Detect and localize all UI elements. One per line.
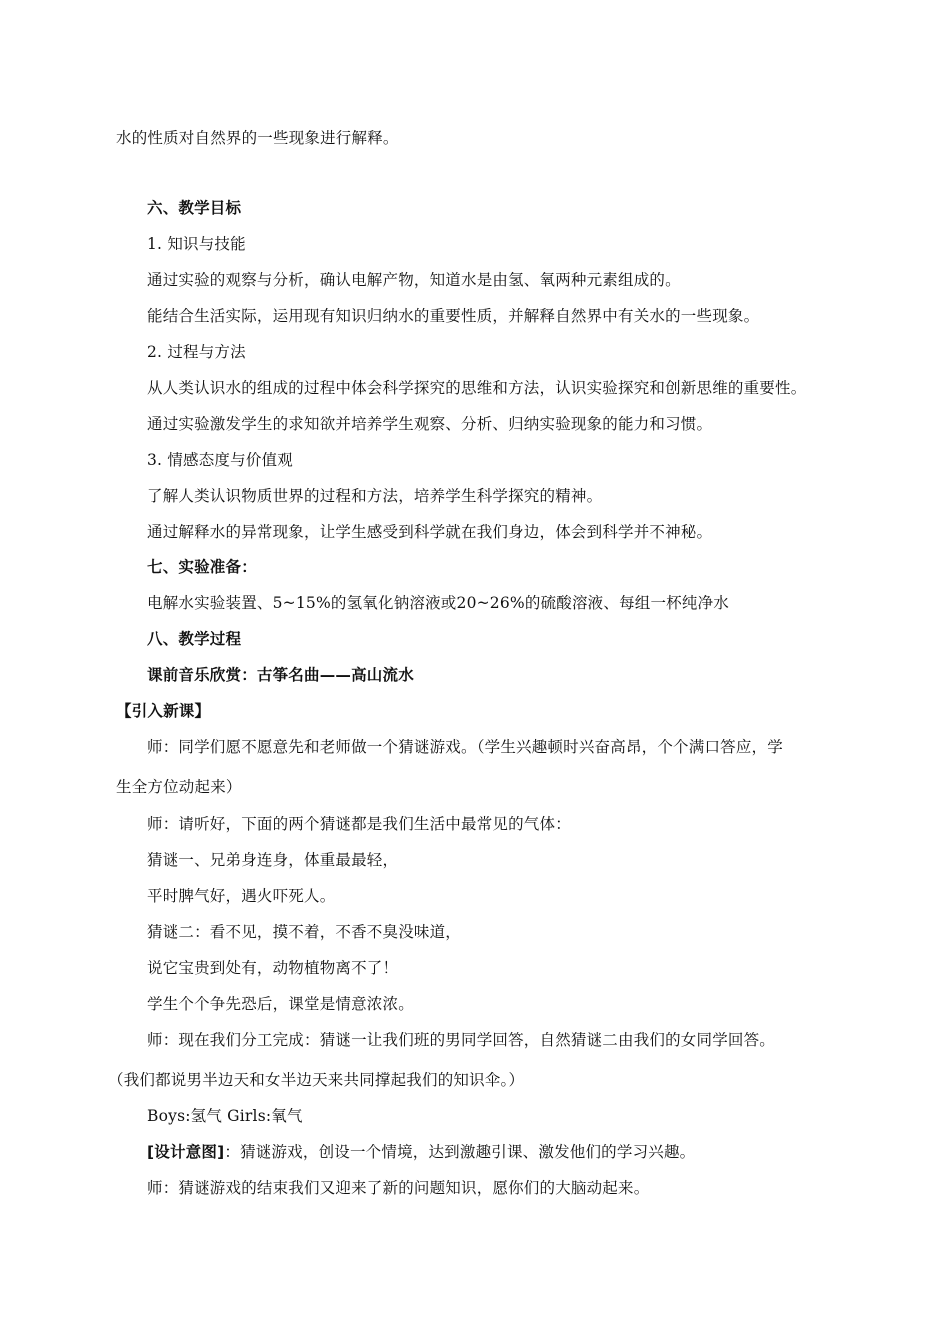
subheading-knowledge-skills: 1. 知识与技能 [147, 235, 246, 253]
intro-lesson-label: 【引入新课】 [116, 702, 211, 720]
music-appreciation: 课前音乐欣赏：古筝名曲——高山流水 [147, 666, 414, 684]
paragraph-preparation: 电解水实验装置、5~15%的氢氧化钠溶液或20~26%的硫酸溶液、每组一杯纯净水 [147, 594, 729, 612]
students-reaction: 学生个个争先恐后，课堂是情意浓浓。 [147, 995, 414, 1013]
paragraph-knowledge-1: 通过实验的观察与分析，确认电解产物，知道水是由氢、氧两种元素组成的。 [147, 271, 681, 289]
teacher-line-1b: 生全方位动起来） [116, 778, 242, 796]
paragraph-attitudes-2: 通过解释水的异常现象，让学生感受到科学就在我们身边，体会到科学并不神秘。 [147, 523, 713, 541]
teacher-line-3b: （我们都说男半边天和女半边天来共同撑起我们的知识伞。） [108, 1071, 525, 1089]
riddle-answers: Boys:氢气 Girls:氧气 [147, 1107, 303, 1125]
paragraph-process-2: 通过实验激发学生的求知欲并培养学生观察、分析、归纳实验现象的能力和习惯。 [147, 415, 713, 433]
paragraph-attitudes-1: 了解人类认识物质世界的过程和方法，培养学生科学探究的精神。 [147, 487, 603, 505]
section-heading-process: 八、教学过程 [147, 630, 242, 648]
riddle-1-line-2: 平时脾气好，遇火吓死人。 [147, 887, 336, 905]
riddle-2-line-1: 猜谜二：看不见，摸不着，不香不臭没味道， [147, 923, 462, 941]
teacher-line-3a: 师：现在我们分工完成：猜谜一让我们班的男同学回答，自然猜谜二由我们的女同学回答。 [147, 1031, 776, 1049]
section-heading-preparation: 七、实验准备： [147, 558, 257, 576]
teacher-line-2: 师：请听好，下面的两个猜谜都是我们生活中最常见的气体： [147, 815, 571, 833]
subheading-process-methods: 2. 过程与方法 [147, 343, 246, 361]
subheading-attitudes-values: 3. 情感态度与价值观 [147, 451, 293, 469]
design-intent-label: [设计意图] [147, 1143, 225, 1161]
riddle-1-line-1: 猜谜一、兄弟身连身，体重最最轻， [147, 851, 399, 869]
design-intent-line [147, 1142, 695, 1162]
teacher-line-4: 师：猜谜游戏的结束我们又迎来了新的问题知识，愿你们的大脑动起来。 [147, 1179, 650, 1197]
riddle-2-line-2: 说它宝贵到处有，动物植物离不了！ [147, 959, 399, 977]
paragraph-knowledge-2: 能结合生活实际，运用现有知识归纳水的重要性质，并解释自然界中有关水的一些现象。 [147, 307, 760, 325]
teacher-line-1a: 师：同学们愿不愿意先和老师做一个猜谜游戏。（学生兴趣顿时兴奋高昂，个个满口答应，学 [147, 738, 783, 756]
section-heading-objectives: 六、教学目标 [147, 199, 242, 217]
paragraph-intro-end: 水的性质对自然界的一些现象进行解释。 [116, 129, 399, 147]
paragraph-process-1: 从人类认识水的组成的过程中体会科学探究的思维和方法，认识实验探究和创新思维的重要性。 [147, 379, 807, 397]
design-intent-text: ：猜谜游戏，创设一个情境，达到激趣引课、激发他们的学习兴趣。 [224, 1143, 696, 1161]
